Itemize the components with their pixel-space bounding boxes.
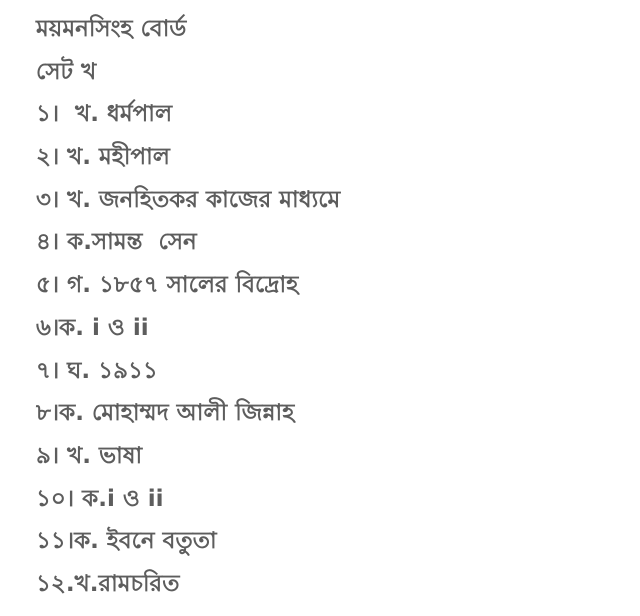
answer-line: ৮।ক. মোহাম্মদ আলী জিন্নাহ	[36, 400, 295, 427]
answer-line: ৫। গ. ১৮৫৭ সালের বিদ্রোহ	[36, 272, 299, 299]
answer-line: ৭। ঘ. ১৯১১	[36, 357, 158, 384]
answer-line: ১০। ক.i ও ii	[36, 485, 164, 512]
answer-sheet	[36, 8, 620, 606]
answer-line: ২। খ. মহীপাল	[36, 144, 170, 171]
answer-line: ৩। খ. জনহিতকর কাজের মাধ্যমে	[36, 186, 341, 213]
answer-line: ৯। খ. ভাষা	[36, 442, 143, 469]
answer-line: ৪। ক.সামন্ত সেন	[36, 229, 197, 256]
answer-line: ৬।ক. i ও ii	[36, 314, 149, 341]
answer-line: ১২.খ.রামচরিত	[36, 570, 180, 597]
set-label: সেট খ	[36, 58, 97, 85]
board-title: ময়মনসিংহ বোর্ড	[36, 16, 187, 42]
answer-line: ১। খ. ধর্মপাল	[36, 101, 173, 128]
answer-line: ১১।ক. ইবনে বতুতা	[36, 528, 217, 555]
